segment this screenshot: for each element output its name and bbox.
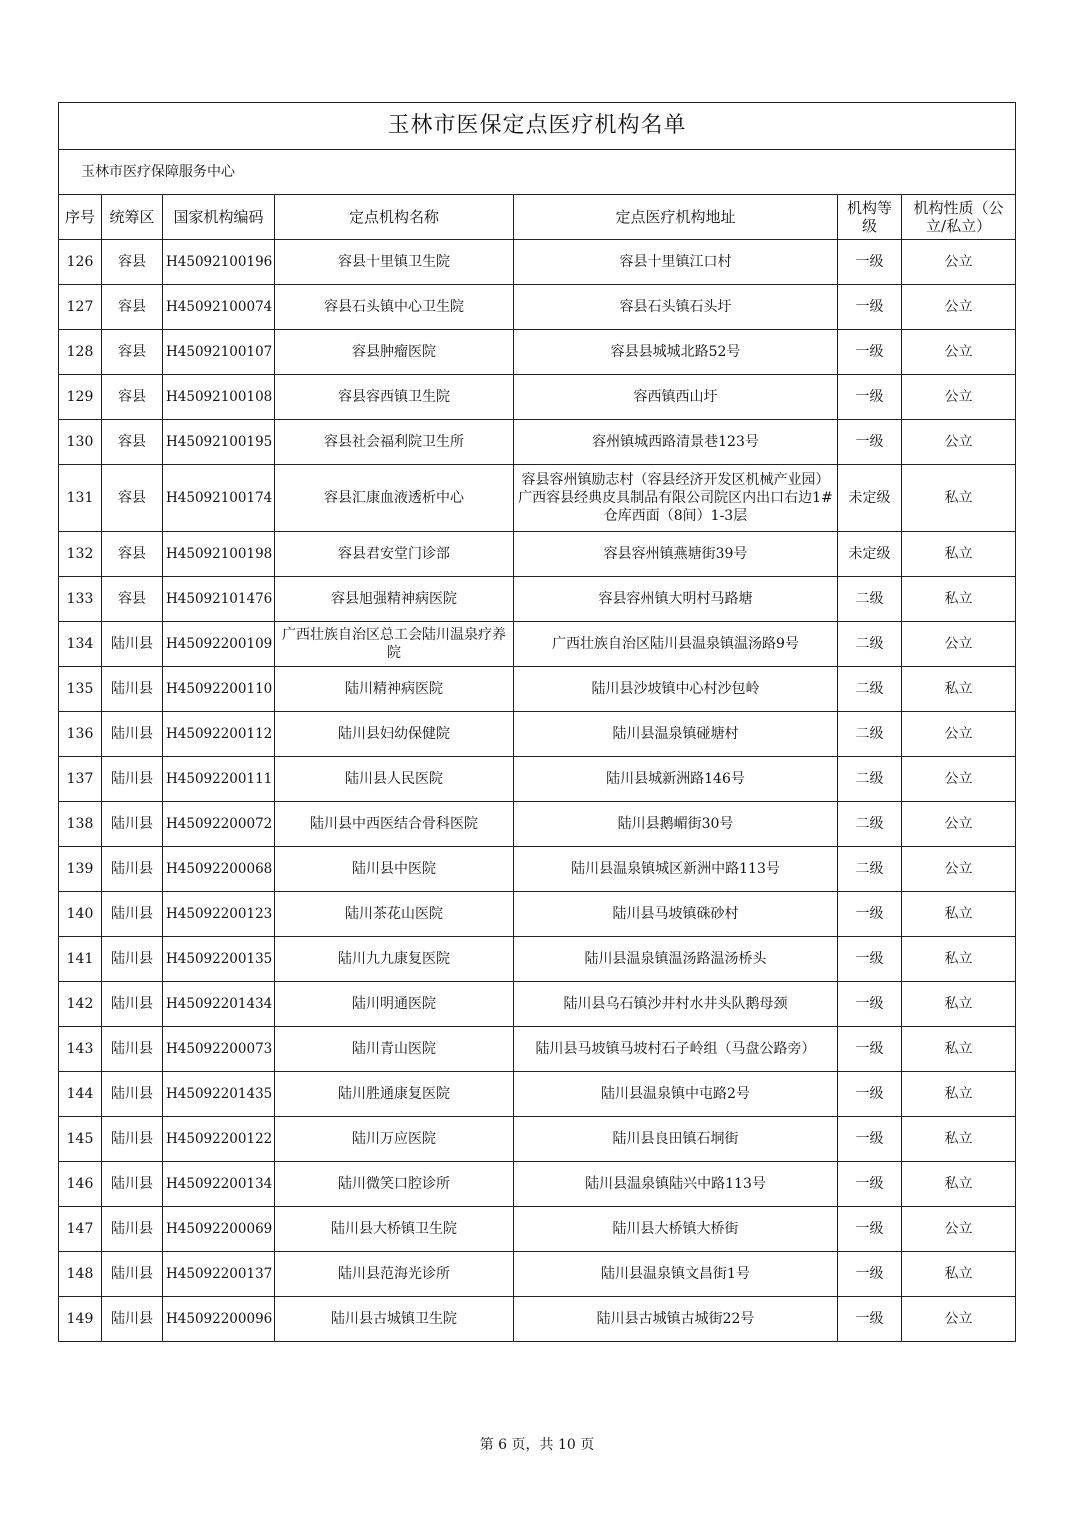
address-cell: 容县容州镇燕塘街39号 — [514, 532, 838, 577]
address-cell: 陆川县沙坡镇中心村沙包岭 — [514, 667, 838, 712]
name-cell: 容县社会福利院卫生所 — [275, 420, 514, 465]
serial-cell: 136 — [59, 712, 102, 757]
table-row — [59, 712, 1016, 757]
name-cell: 容县君安堂门诊部 — [275, 532, 514, 577]
column-header-serial: 序号 — [59, 195, 102, 240]
nature-cell: 私立 — [902, 532, 1016, 577]
address-cell: 陆川县温泉镇中屯路2号 — [514, 1072, 838, 1117]
address-cell: 陆川县温泉镇碰塘村 — [514, 712, 838, 757]
code-cell: H45092100195 — [163, 420, 275, 465]
code-cell: H45092200096 — [163, 1297, 275, 1342]
name-cell: 容县肿瘤医院 — [275, 330, 514, 375]
region-cell: 容县 — [102, 240, 163, 285]
nature-cell: 公立 — [902, 712, 1016, 757]
table-row — [59, 937, 1016, 982]
table-row — [59, 240, 1016, 285]
name-cell: 陆川县妇幼保健院 — [275, 712, 514, 757]
nature-cell: 公立 — [902, 757, 1016, 802]
nature-cell: 公立 — [902, 802, 1016, 847]
serial-cell: 138 — [59, 802, 102, 847]
code-cell: H45092200134 — [163, 1162, 275, 1207]
name-cell: 陆川县范海光诊所 — [275, 1252, 514, 1297]
region-cell: 陆川县 — [102, 667, 163, 712]
column-header-code: 国家机构编码 — [163, 195, 275, 240]
name-cell: 容县石头镇中心卫生院 — [275, 285, 514, 330]
table-row — [59, 1297, 1016, 1342]
name-cell: 陆川县古城镇卫生院 — [275, 1297, 514, 1342]
level-cell: 二级 — [838, 712, 902, 757]
code-cell: H45092200072 — [163, 802, 275, 847]
address-cell: 陆川县温泉镇文昌街1号 — [514, 1252, 838, 1297]
nature-cell: 公立 — [902, 1297, 1016, 1342]
code-cell: H45092201434 — [163, 982, 275, 1027]
column-header-level: 机构等级 — [838, 195, 902, 240]
region-cell: 陆川县 — [102, 1117, 163, 1162]
serial-cell: 126 — [59, 240, 102, 285]
table-row — [59, 330, 1016, 375]
level-cell: 二级 — [838, 802, 902, 847]
serial-cell: 140 — [59, 892, 102, 937]
serial-cell: 129 — [59, 375, 102, 420]
address-cell: 陆川县乌石镇沙井村水井头队鹅母颈 — [514, 982, 838, 1027]
nature-cell: 私立 — [902, 1252, 1016, 1297]
code-cell: H45092100174 — [163, 465, 275, 532]
column-header-nature: 机构性质（公立/私立） — [902, 195, 1016, 240]
region-cell: 陆川县 — [102, 802, 163, 847]
serial-cell: 137 — [59, 757, 102, 802]
region-cell: 陆川县 — [102, 1297, 163, 1342]
code-cell: H45092200135 — [163, 937, 275, 982]
region-cell: 容县 — [102, 375, 163, 420]
nature-cell: 私立 — [902, 1162, 1016, 1207]
name-cell: 容县十里镇卫生院 — [275, 240, 514, 285]
code-cell: H45092201435 — [163, 1072, 275, 1117]
table-row — [59, 1207, 1016, 1252]
level-cell: 二级 — [838, 757, 902, 802]
table-row — [59, 982, 1016, 1027]
code-cell: H45092200112 — [163, 712, 275, 757]
name-cell: 容县汇康血液透析中心 — [275, 465, 514, 532]
address-cell: 容县十里镇江口村 — [514, 240, 838, 285]
name-cell: 陆川茶花山医院 — [275, 892, 514, 937]
table-row — [59, 667, 1016, 712]
table-row — [59, 532, 1016, 577]
region-cell: 陆川县 — [102, 1162, 163, 1207]
level-cell: 一级 — [838, 1252, 902, 1297]
nature-cell: 私立 — [902, 1027, 1016, 1072]
table-row — [59, 1072, 1016, 1117]
level-cell: 一级 — [838, 375, 902, 420]
serial-cell: 128 — [59, 330, 102, 375]
code-cell: H45092101476 — [163, 577, 275, 622]
region-cell: 容县 — [102, 532, 163, 577]
table-row — [59, 1252, 1016, 1297]
name-cell: 容县旭强精神病医院 — [275, 577, 514, 622]
name-cell: 陆川县人民医院 — [275, 757, 514, 802]
organization-name: 玉林市医疗保障服务中心 — [59, 150, 1016, 195]
level-cell: 一级 — [838, 982, 902, 1027]
address-cell: 容县容州镇大明村马路塘 — [514, 577, 838, 622]
code-cell: H45092200068 — [163, 847, 275, 892]
code-cell: H45092100198 — [163, 532, 275, 577]
address-cell: 陆川县温泉镇温汤路温汤桥头 — [514, 937, 838, 982]
code-cell: H45092100196 — [163, 240, 275, 285]
name-cell: 容县容西镇卫生院 — [275, 375, 514, 420]
region-cell: 陆川县 — [102, 937, 163, 982]
table-row — [59, 375, 1016, 420]
name-cell: 陆川胜通康复医院 — [275, 1072, 514, 1117]
level-cell: 一级 — [838, 1297, 902, 1342]
region-cell: 陆川县 — [102, 712, 163, 757]
level-cell: 一级 — [838, 1162, 902, 1207]
level-cell: 一级 — [838, 285, 902, 330]
nature-cell: 私立 — [902, 982, 1016, 1027]
name-cell: 陆川青山医院 — [275, 1027, 514, 1072]
region-cell: 陆川县 — [102, 1072, 163, 1117]
address-cell: 陆川县温泉镇陆兴中路113号 — [514, 1162, 838, 1207]
table-row — [59, 847, 1016, 892]
code-cell: H45092200122 — [163, 1117, 275, 1162]
region-cell: 陆川县 — [102, 1252, 163, 1297]
address-cell: 容县县城城北路52号 — [514, 330, 838, 375]
level-cell: 二级 — [838, 577, 902, 622]
column-header-name: 定点机构名称 — [275, 195, 514, 240]
nature-cell: 私立 — [902, 1072, 1016, 1117]
address-cell: 陆川县良田镇石垌街 — [514, 1117, 838, 1162]
level-cell: 一级 — [838, 1072, 902, 1117]
table-row — [59, 802, 1016, 847]
nature-cell: 公立 — [902, 1207, 1016, 1252]
nature-cell: 私立 — [902, 577, 1016, 622]
region-cell: 陆川县 — [102, 757, 163, 802]
column-header-address: 定点医疗机构地址 — [514, 195, 838, 240]
code-cell: H45092200137 — [163, 1252, 275, 1297]
nature-cell: 私立 — [902, 1117, 1016, 1162]
table-row — [59, 892, 1016, 937]
serial-cell: 134 — [59, 622, 102, 667]
serial-cell: 142 — [59, 982, 102, 1027]
nature-cell: 公立 — [902, 420, 1016, 465]
serial-cell: 144 — [59, 1072, 102, 1117]
region-cell: 陆川县 — [102, 982, 163, 1027]
serial-cell: 132 — [59, 532, 102, 577]
name-cell: 陆川县中医院 — [275, 847, 514, 892]
name-cell: 陆川微笑口腔诊所 — [275, 1162, 514, 1207]
name-cell: 陆川九九康复医院 — [275, 937, 514, 982]
level-cell: 未定级 — [838, 465, 902, 532]
table-row — [59, 1117, 1016, 1162]
nature-cell: 私立 — [902, 667, 1016, 712]
nature-cell: 公立 — [902, 847, 1016, 892]
region-cell: 容县 — [102, 465, 163, 532]
nature-cell: 公立 — [902, 285, 1016, 330]
address-cell: 陆川县马坡镇马坡村石子岭组（马盘公路旁） — [514, 1027, 838, 1072]
table-row — [59, 285, 1016, 330]
name-cell: 广西壮族自治区总工会陆川温泉疗养院 — [275, 622, 514, 667]
address-cell: 陆川县城新洲路146号 — [514, 757, 838, 802]
code-cell: H45092200069 — [163, 1207, 275, 1252]
code-cell: H45092200110 — [163, 667, 275, 712]
institution-table — [58, 102, 1016, 1342]
serial-cell: 131 — [59, 465, 102, 532]
page-footer: 第 6 页，共 10 页 — [479, 1437, 595, 1453]
level-cell: 二级 — [838, 667, 902, 712]
serial-cell: 146 — [59, 1162, 102, 1207]
code-cell: H45092100107 — [163, 330, 275, 375]
level-cell: 一级 — [838, 937, 902, 982]
table-row — [59, 1162, 1016, 1207]
nature-cell: 私立 — [902, 892, 1016, 937]
serial-cell: 133 — [59, 577, 102, 622]
level-cell: 一级 — [838, 1117, 902, 1162]
region-cell: 陆川县 — [102, 1027, 163, 1072]
level-cell: 一级 — [838, 330, 902, 375]
table-row — [59, 757, 1016, 802]
region-cell: 容县 — [102, 420, 163, 465]
address-cell: 容西镇西山圩 — [514, 375, 838, 420]
name-cell: 陆川县中西医结合骨科医院 — [275, 802, 514, 847]
level-cell: 二级 — [838, 847, 902, 892]
serial-cell: 143 — [59, 1027, 102, 1072]
region-cell: 容县 — [102, 285, 163, 330]
table-row — [59, 465, 1016, 532]
serial-cell: 145 — [59, 1117, 102, 1162]
nature-cell: 私立 — [902, 465, 1016, 532]
serial-cell: 135 — [59, 667, 102, 712]
serial-cell: 130 — [59, 420, 102, 465]
level-cell: 一级 — [838, 420, 902, 465]
level-cell: 一级 — [838, 240, 902, 285]
column-header-region: 统筹区 — [102, 195, 163, 240]
name-cell: 陆川精神病医院 — [275, 667, 514, 712]
code-cell: H45092100108 — [163, 375, 275, 420]
page-title: 玉林市医保定点医疗机构名单 — [59, 103, 1016, 150]
address-cell: 广西壮族自治区陆川县温泉镇温汤路9号 — [514, 622, 838, 667]
level-cell: 一级 — [838, 1207, 902, 1252]
address-cell: 陆川县大桥镇大桥街 — [514, 1207, 838, 1252]
address-cell: 陆川县温泉镇城区新洲中路113号 — [514, 847, 838, 892]
address-cell: 容县石头镇石头圩 — [514, 285, 838, 330]
region-cell: 陆川县 — [102, 622, 163, 667]
serial-cell: 127 — [59, 285, 102, 330]
serial-cell: 147 — [59, 1207, 102, 1252]
nature-cell: 公立 — [902, 375, 1016, 420]
serial-cell: 141 — [59, 937, 102, 982]
nature-cell: 私立 — [902, 937, 1016, 982]
region-cell: 容县 — [102, 330, 163, 375]
level-cell: 二级 — [838, 622, 902, 667]
level-cell: 未定级 — [838, 532, 902, 577]
table-row — [59, 1027, 1016, 1072]
address-cell: 陆川县古城镇古城街22号 — [514, 1297, 838, 1342]
table-row — [59, 420, 1016, 465]
name-cell: 陆川万应医院 — [275, 1117, 514, 1162]
code-cell: H45092200111 — [163, 757, 275, 802]
address-cell: 容县容州镇励志村（容县经济开发区机械产业园）广西容县经典皮具制品有限公司院区内出口右边1#仓库西面（8间）1-3层 — [514, 465, 838, 532]
address-cell: 陆川县鹅嵋街30号 — [514, 802, 838, 847]
code-cell: H45092200073 — [163, 1027, 275, 1072]
serial-cell: 149 — [59, 1297, 102, 1342]
region-cell: 陆川县 — [102, 1207, 163, 1252]
code-cell: H45092200123 — [163, 892, 275, 937]
code-cell: H45092200109 — [163, 622, 275, 667]
region-cell: 陆川县 — [102, 847, 163, 892]
nature-cell: 公立 — [902, 330, 1016, 375]
region-cell: 容县 — [102, 577, 163, 622]
table-row — [59, 577, 1016, 622]
nature-cell: 公立 — [902, 240, 1016, 285]
level-cell: 一级 — [838, 1027, 902, 1072]
header-row — [59, 195, 1016, 240]
address-cell: 陆川县马坡镇硃砂村 — [514, 892, 838, 937]
region-cell: 陆川县 — [102, 892, 163, 937]
code-cell: H45092100074 — [163, 285, 275, 330]
name-cell: 陆川明通医院 — [275, 982, 514, 1027]
level-cell: 一级 — [838, 892, 902, 937]
nature-cell: 公立 — [902, 622, 1016, 667]
serial-cell: 148 — [59, 1252, 102, 1297]
address-cell: 容州镇城西路清景巷123号 — [514, 420, 838, 465]
table-row — [59, 622, 1016, 667]
serial-cell: 139 — [59, 847, 102, 892]
name-cell: 陆川县大桥镇卫生院 — [275, 1207, 514, 1252]
